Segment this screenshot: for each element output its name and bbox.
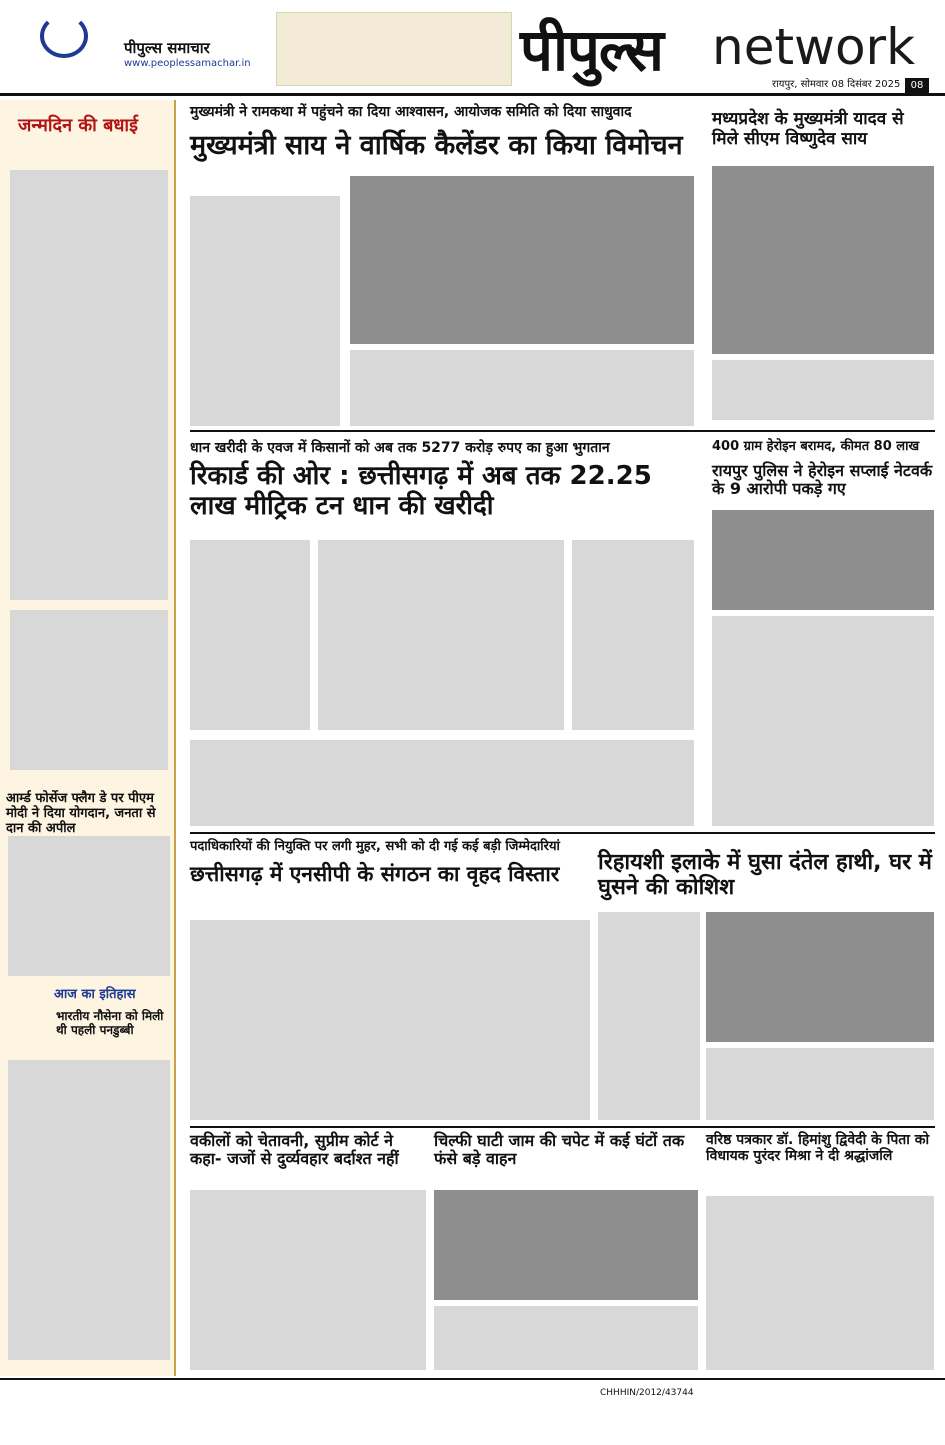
birthday-title: जन्मदिन की बधाई [18, 115, 138, 136]
paddy-body-2 [318, 540, 564, 730]
right-top-headline: मध्यप्रदेश के मुख्यमंत्री यादव से मिले सीएम विष्णुदेव साय [712, 109, 904, 149]
ncp-headline: छत्तीसगढ़ में एनसीपी के संगठन का वृहद विस्तार [190, 862, 560, 886]
masthead [0, 0, 945, 96]
brand-small: पीपुल्स समाचार [124, 39, 210, 57]
quote-box [276, 12, 512, 86]
divider [190, 430, 935, 432]
elephant-headline: रिहायशी इलाके में घुसा दंतेल हाथी, घर में घुसने की कोशिश [598, 850, 932, 901]
ghat-headline: चिल्फी घाटी जाम की चपेट में कई घंटों तक फंसे बड़े वाहन [434, 1131, 685, 1169]
sc-body [190, 1190, 426, 1370]
cm-meeting-photo [712, 166, 934, 354]
birthday-list [10, 170, 168, 600]
elephant-caption [706, 1048, 934, 1120]
heroin-kicker: 400 ग्राम हेरोइन बरामद, कीमत 80 लाख [712, 439, 920, 454]
ghat-body [434, 1306, 698, 1370]
masthead-title: पीपुल्स [520, 16, 663, 84]
history-body [8, 1060, 170, 1360]
tribute-headline: वरिष्ठ पत्रकार डॉ. हिमांशु द्विवेदी के पिता को विधायक पुरंदर मिश्रा ने दी श्रद्धांजलि [706, 1132, 930, 1165]
history-title: आज का इतिहास [54, 987, 136, 1002]
registration-number: CHHHIN/2012/43744 [600, 1388, 694, 1398]
elephant-body [598, 912, 700, 1120]
top-headline: मुख्यमंत्री साय ने वार्षिक कैलेंडर का किया विमोचन [190, 130, 683, 161]
elephant-photo [706, 912, 934, 1042]
divider-3 [190, 1126, 935, 1128]
ghat-photo [434, 1190, 698, 1300]
history-headline: भारतीय नौसेना को मिली थी पहली पनडुब्बी [56, 1009, 164, 1037]
paddy-body-4 [190, 740, 694, 826]
birthday-list-2 [10, 610, 168, 770]
paddy-headline: रिकार्ड की ओर : छत्तीसगढ़ में अब तक 22.25 लाख मीट्रिक टन धान की खरीदी [190, 461, 652, 521]
heroin-photo [712, 510, 934, 610]
sc-headline: वकीलों को चेतावनी, सुप्रीम कोर्ट ने कहा- जजों से दुर्व्यवहार बर्दाश्त नहीं [190, 1131, 399, 1169]
paddy-body-1 [190, 540, 310, 730]
group-logo [40, 14, 88, 58]
heroin-headline: रायपुर पुलिस ने हेरोइन सप्लाई नेटवर्क के 9 आरोपी पकड़े गए [712, 461, 933, 499]
top-kicker: मुख्यमंत्री ने रामकथा में पहुंचने का दिया आश्वासन, आयोजक समिति को दिया साधुवाद [190, 104, 632, 120]
calendar-launch-photo [350, 176, 694, 344]
top-story-body-2 [350, 350, 694, 426]
right-top-caption [712, 360, 934, 420]
divider-2 [190, 832, 935, 834]
footer [0, 1378, 945, 1408]
page-number: 08 [905, 78, 929, 94]
ncp-body [190, 920, 590, 1120]
tribute-body [706, 1196, 934, 1370]
army-body [8, 836, 170, 976]
paddy-body-3 [572, 540, 694, 730]
army-headline: आर्म्ड फोर्सेज फ्लैग डे पर पीएम मोदी ने दिया योगदान, जनता से दान की अपील [6, 791, 156, 836]
masthead-network: network [712, 18, 916, 76]
ncp-kicker: पदाधिकारियों की नियुक्ति पर लगी मुहर, सभी को दी गई कई बड़ी जिम्मेदारियां [190, 839, 560, 854]
heroin-body [712, 616, 934, 826]
site-url: www.peoplessamachar.in [124, 58, 251, 69]
paddy-kicker: धान खरीदी के एवज में किसानों को अब तक 5277 करोड़ रुपए का हुआ भुगतान [190, 440, 610, 456]
top-story-body [190, 196, 340, 426]
dateline: रायपुर, सोमवार 08 दिसंबर 2025 [772, 79, 901, 90]
